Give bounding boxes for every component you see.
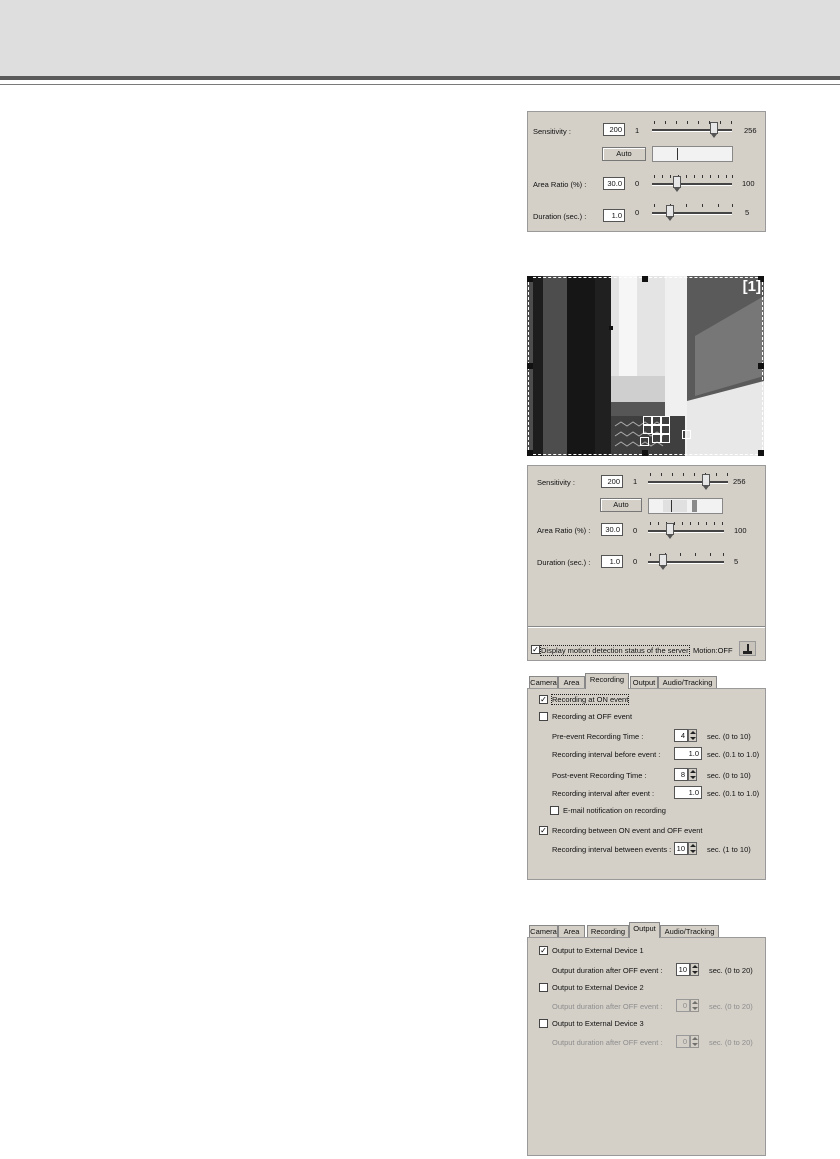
area-ratio-max-label: 100 [742,179,755,188]
device1-checkbox[interactable]: ✓ [540,946,547,955]
device1-duration-label: Output duration after OFF event : [552,966,663,975]
device3-duration-spinner [690,1035,699,1048]
sensitivity-min-label: 1 [635,126,640,135]
pre-event-time-spinner[interactable] [688,729,697,742]
sensitivity-label: Sensitivity : [533,127,571,136]
between-events-label[interactable]: Recording between ON event and OFF event [552,826,703,835]
interval-between-spinner[interactable] [688,842,697,855]
frame-handle-inner [609,326,613,330]
device2-duration-label: Output duration after OFF event : [552,1002,663,1011]
duration-field[interactable]: 1.0 [603,209,625,222]
frame-handle-top-left[interactable] [527,276,533,282]
interval-after-range: sec. (0.1 to 1.0) [707,789,760,798]
area-ratio-min-label: 0 [635,179,640,188]
area-ratio-label: Area Ratio (%) : [533,180,587,189]
frame-handle-bottom-mid[interactable] [642,450,648,456]
device1-label[interactable]: Output to External Device 1 [552,946,644,955]
off-event-label[interactable]: Recording at OFF event [552,712,633,721]
duration-min-label: 0 [633,557,638,566]
motion-status-text: Motion:OFF [693,646,733,655]
device3-duration-label: Output duration after OFF event : [552,1038,663,1047]
status-divider [528,626,765,628]
post-event-time-range: sec. (0 to 10) [707,771,751,780]
output-tab-content [527,937,766,1156]
tab-output[interactable]: Output [630,676,658,689]
interval-after-label: Recording interval after event : [552,789,655,798]
header-rule-thick [0,76,840,80]
duration-min-label: 0 [635,208,640,217]
between-events-checkbox[interactable]: ✓ [540,826,547,835]
device3-duration-field: 0 [676,1035,690,1048]
area-ratio-label: Area Ratio (%) : [537,526,591,535]
sensitivity-min-label: 1 [633,477,638,486]
sensitivity-max-label: 256 [744,126,757,135]
header-rule-thin [0,84,840,85]
sensitivity-panel-2 [527,465,766,661]
display-status-checkbox[interactable]: ✓ [532,645,539,654]
interval-between-field[interactable]: 10 [674,842,688,855]
pre-event-time-range: sec. (0 to 10) [707,732,751,741]
tab-area[interactable]: Area [558,676,585,689]
duration-label: Duration (sec.) : [533,212,587,221]
email-notification-checkbox[interactable] [550,806,559,815]
sensitivity-max-label: 256 [733,477,746,486]
frame-handle-mid-left[interactable] [527,363,533,369]
area-ratio-slider-thumb[interactable] [673,176,681,188]
device2-duration-spinner [690,999,699,1012]
frame-handle-bottom-left[interactable] [527,450,533,456]
tab-output[interactable]: Output [629,922,660,938]
on-event-label[interactable]: Recording at ON event [552,695,629,704]
duration-max-label: 5 [734,557,739,566]
area-ratio-max-label: 100 [734,526,747,535]
tab-camera[interactable]: Camera [530,927,557,936]
tab-area[interactable]: Area [558,925,585,938]
interval-after-field[interactable]: 1.0 [674,786,702,799]
auto-button[interactable]: Auto [600,498,642,512]
area-ratio-field[interactable]: 30.0 [603,177,625,190]
tab-recording[interactable]: Recording [585,673,629,689]
post-event-time-field[interactable]: 8 [674,768,688,781]
sensitivity-label: Sensitivity : [537,478,575,487]
duration-slider-thumb[interactable] [666,205,674,217]
on-event-checkbox[interactable]: ✓ [540,695,547,704]
sensitivity-field[interactable]: 200 [603,123,625,136]
post-event-time-label: Post-event Recording Time : [552,771,647,780]
area-ratio-slider-thumb[interactable] [666,523,674,535]
recording-tab-content [527,688,766,880]
header-band [0,0,840,76]
sensitivity-panel-1 [527,111,766,232]
tab-audio-tracking[interactable]: Audio/Tracking [658,676,717,689]
device1-duration-field[interactable]: 10 [676,963,690,976]
device2-checkbox[interactable] [539,983,548,992]
interval-before-field[interactable]: 1.0 [674,747,702,760]
pre-event-time-field[interactable]: 4 [674,729,688,742]
display-status-label[interactable]: Display motion detection status of the server [541,646,689,655]
motion-level-meter [652,146,733,162]
sensitivity-slider-thumb[interactable] [702,474,710,486]
frame-handle-bottom-right[interactable] [758,450,764,456]
tab-camera[interactable]: Camera [530,678,557,687]
device2-label[interactable]: Output to External Device 2 [552,983,644,992]
interval-between-label: Recording interval between events : [552,845,672,854]
device2-duration-field: 0 [676,999,690,1012]
device3-checkbox[interactable] [539,1019,548,1028]
interval-between-range: sec. (1 to 10) [707,845,751,854]
duration-field[interactable]: 1.0 [601,555,623,568]
device2-duration-range: sec. (0 to 20) [709,1002,753,1011]
frame-handle-top-mid[interactable] [642,276,648,282]
sensitivity-slider-thumb[interactable] [710,122,718,134]
duration-label: Duration (sec.) : [537,558,591,567]
area-ratio-field[interactable]: 30.0 [601,523,623,536]
pre-event-time-label: Pre-event Recording Time : [552,732,644,741]
tab-recording[interactable]: Recording [587,925,629,938]
off-event-checkbox[interactable] [539,712,548,721]
device3-label[interactable]: Output to External Device 3 [552,1019,644,1028]
device1-duration-range: sec. (0 to 20) [709,966,753,975]
auto-button[interactable]: Auto [602,147,646,161]
camera-preview[interactable] [527,276,764,456]
duration-slider-thumb[interactable] [659,554,667,566]
duration-max-label: 5 [745,208,750,217]
sensitivity-field[interactable]: 200 [601,475,623,488]
area-ratio-min-label: 0 [633,526,638,535]
post-event-time-spinner[interactable] [688,768,697,781]
tab-audio-tracking[interactable]: Audio/Tracking [660,925,719,938]
motion-status-icon [739,641,756,656]
output-settings-dialog [527,922,766,1156]
frame-handle-mid-right[interactable] [758,363,764,369]
device1-duration-spinner[interactable] [690,963,699,976]
motion-level-meter [648,498,723,514]
interval-before-range: sec. (0.1 to 1.0) [707,750,760,759]
email-notification-label[interactable]: E-mail notification on recording [563,806,666,815]
interval-before-label: Recording interval before event : [552,750,661,759]
area-number-label: [1] [742,278,761,295]
recording-settings-dialog [527,673,766,880]
device3-duration-range: sec. (0 to 20) [709,1038,753,1047]
